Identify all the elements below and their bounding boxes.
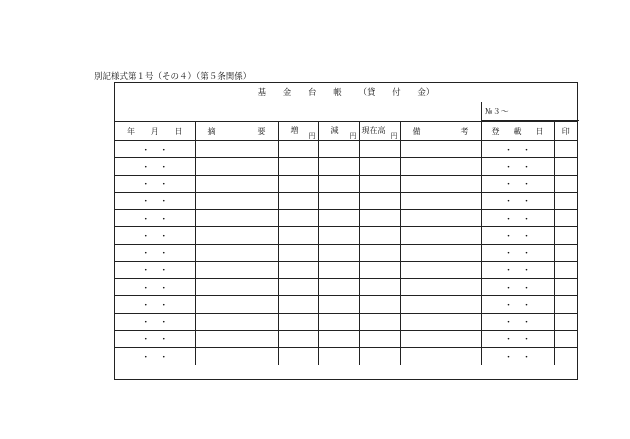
remarks-cell[interactable] xyxy=(400,313,481,330)
summary-cell[interactable] xyxy=(195,175,278,192)
seal-cell[interactable] xyxy=(554,141,577,158)
decrease-cell[interactable] xyxy=(318,192,359,209)
header-summary-2: 要 xyxy=(257,126,266,136)
remarks-cell[interactable] xyxy=(400,210,481,227)
title-char: （貸 xyxy=(358,88,376,98)
header-decrease-label: 減 xyxy=(330,126,339,135)
date-cell[interactable]: ・ ・ xyxy=(115,227,195,244)
decrease-cell[interactable] xyxy=(318,313,359,330)
summary-cell[interactable] xyxy=(195,141,278,158)
increase-cell[interactable] xyxy=(278,296,318,313)
increase-cell[interactable] xyxy=(278,210,318,227)
header-decrease xyxy=(318,122,359,141)
table-row xyxy=(115,296,577,313)
register-date-cell[interactable]: ・ ・ xyxy=(481,279,554,296)
register-date-cell[interactable]: ・ ・ xyxy=(481,175,554,192)
increase-cell[interactable] xyxy=(278,261,318,278)
seal-cell[interactable] xyxy=(554,227,577,244)
summary-cell[interactable] xyxy=(195,279,278,296)
summary-cell[interactable] xyxy=(195,330,278,347)
decrease-cell[interactable] xyxy=(318,330,359,347)
date-cell[interactable]: ・ ・ xyxy=(115,158,195,175)
increase-cell[interactable] xyxy=(278,244,318,261)
increase-cell[interactable] xyxy=(278,192,318,209)
balance-cell[interactable] xyxy=(359,210,400,227)
increase-cell[interactable] xyxy=(278,227,318,244)
date-cell[interactable]: ・ ・ xyxy=(115,313,195,330)
balance-cell[interactable] xyxy=(359,192,400,209)
table-row xyxy=(115,158,577,175)
register-date-cell[interactable]: ・ ・ xyxy=(481,348,554,365)
seal-cell[interactable] xyxy=(554,330,577,347)
increase-cell[interactable] xyxy=(278,330,318,347)
date-cell[interactable]: ・ ・ xyxy=(115,279,195,296)
header-row xyxy=(115,122,577,141)
balance-cell[interactable] xyxy=(359,158,400,175)
remarks-cell[interactable] xyxy=(400,279,481,296)
increase-cell[interactable] xyxy=(278,348,318,365)
header-date xyxy=(115,122,195,141)
summary-cell[interactable] xyxy=(195,313,278,330)
balance-cell[interactable] xyxy=(359,175,400,192)
number-label: №３～ xyxy=(485,107,509,116)
remarks-cell[interactable] xyxy=(400,244,481,261)
seal-cell[interactable] xyxy=(554,279,577,296)
table-row xyxy=(115,313,577,330)
summary-cell[interactable] xyxy=(195,348,278,365)
increase-cell[interactable] xyxy=(278,313,318,330)
header-year: 年 xyxy=(127,126,135,136)
increase-cell[interactable] xyxy=(278,279,318,296)
register-date-cell[interactable]: ・ ・ xyxy=(481,210,554,227)
date-cell[interactable]: ・ ・ xyxy=(115,192,195,209)
register-date-cell[interactable]: ・ ・ xyxy=(481,192,554,209)
summary-cell[interactable] xyxy=(195,210,278,227)
title-char: 付 xyxy=(392,88,401,98)
register-date-cell[interactable]: ・ ・ xyxy=(481,313,554,330)
remarks-cell[interactable] xyxy=(400,330,481,347)
register-date-cell[interactable]: ・ ・ xyxy=(481,141,554,158)
summary-cell[interactable] xyxy=(195,296,278,313)
seal-cell[interactable] xyxy=(554,261,577,278)
decrease-cell[interactable] xyxy=(318,158,359,175)
fund-ledger-form xyxy=(114,82,578,380)
seal-cell[interactable] xyxy=(554,296,577,313)
ledger-table xyxy=(115,121,577,365)
summary-cell[interactable] xyxy=(195,158,278,175)
header-balance-label: 現在高 xyxy=(361,126,386,135)
summary-cell[interactable] xyxy=(195,192,278,209)
form-caption: 別記様式第１号（その４）（第５条関係） xyxy=(94,72,252,82)
number-box xyxy=(481,102,579,121)
register-date-cell[interactable]: ・ ・ xyxy=(481,330,554,347)
header-summary-1: 摘 xyxy=(207,126,216,136)
summary-cell[interactable] xyxy=(195,261,278,278)
decrease-cell[interactable] xyxy=(318,348,359,365)
balance-cell[interactable] xyxy=(359,296,400,313)
seal-cell[interactable] xyxy=(554,192,577,209)
decrease-cell[interactable] xyxy=(318,261,359,278)
date-cell[interactable]: ・ ・ xyxy=(115,348,195,365)
summary-cell[interactable] xyxy=(195,244,278,261)
remarks-cell[interactable] xyxy=(400,192,481,209)
balance-cell[interactable] xyxy=(359,227,400,244)
register-date-cell[interactable]: ・ ・ xyxy=(481,261,554,278)
header-seal: 印 xyxy=(554,122,577,141)
balance-cell[interactable] xyxy=(359,348,400,365)
remarks-cell[interactable] xyxy=(400,141,481,158)
header-register-date xyxy=(481,122,554,141)
header-remarks-2: 考 xyxy=(460,126,469,136)
header-day: 日 xyxy=(174,126,183,136)
table-row xyxy=(115,141,577,158)
unit-yen: 円 xyxy=(390,132,398,140)
decrease-cell[interactable] xyxy=(318,227,359,244)
seal-cell[interactable] xyxy=(554,158,577,175)
header-increase-label: 増 xyxy=(290,126,299,135)
balance-cell[interactable] xyxy=(359,244,400,261)
increase-cell[interactable] xyxy=(278,158,318,175)
date-cell[interactable]: ・ ・ xyxy=(115,141,195,158)
table-row xyxy=(115,330,577,347)
header-remarks xyxy=(400,122,481,141)
header-summary xyxy=(195,122,278,141)
title-char: 金） xyxy=(417,88,435,98)
balance-cell[interactable] xyxy=(359,279,400,296)
unit-yen: 円 xyxy=(308,132,316,140)
header-register-1: 登 xyxy=(491,126,500,136)
date-cell[interactable]: ・ ・ xyxy=(115,244,195,261)
title-char: 金 xyxy=(282,88,292,98)
seal-cell[interactable] xyxy=(554,210,577,227)
date-cell[interactable]: ・ ・ xyxy=(115,175,195,192)
balance-cell[interactable] xyxy=(359,313,400,330)
date-cell[interactable]: ・ ・ xyxy=(115,210,195,227)
register-date-cell[interactable]: ・ ・ xyxy=(481,244,554,261)
table-row xyxy=(115,210,577,227)
decrease-cell[interactable] xyxy=(318,141,359,158)
seal-cell[interactable] xyxy=(554,348,577,365)
remarks-cell[interactable] xyxy=(400,261,481,278)
table-row xyxy=(115,279,577,296)
increase-cell[interactable] xyxy=(278,175,318,192)
date-cell[interactable]: ・ ・ xyxy=(115,261,195,278)
increase-cell[interactable] xyxy=(278,141,318,158)
seal-cell[interactable] xyxy=(554,313,577,330)
seal-cell[interactable] xyxy=(554,244,577,261)
balance-cell[interactable] xyxy=(359,330,400,347)
balance-cell[interactable] xyxy=(359,261,400,278)
date-cell[interactable]: ・ ・ xyxy=(115,330,195,347)
register-date-cell[interactable]: ・ ・ xyxy=(481,296,554,313)
seal-cell[interactable] xyxy=(554,175,577,192)
decrease-cell[interactable] xyxy=(318,244,359,261)
remarks-cell[interactable] xyxy=(400,296,481,313)
unit-yen: 円 xyxy=(349,132,357,140)
decrease-cell[interactable] xyxy=(318,296,359,313)
title-char: 基 xyxy=(257,88,267,98)
register-date-cell[interactable]: ・ ・ xyxy=(481,158,554,175)
title-char: 帳 xyxy=(333,88,342,98)
remarks-cell[interactable] xyxy=(400,158,481,175)
header-month: 月 xyxy=(150,126,159,136)
decrease-cell[interactable] xyxy=(318,210,359,227)
table-row xyxy=(115,227,577,244)
decrease-cell[interactable] xyxy=(318,279,359,296)
balance-cell[interactable] xyxy=(359,141,400,158)
register-date-cell[interactable]: ・ ・ xyxy=(481,227,554,244)
table-row xyxy=(115,244,577,261)
header-increase xyxy=(278,122,318,141)
table-row xyxy=(115,175,577,192)
table-row xyxy=(115,261,577,278)
remarks-cell[interactable] xyxy=(400,175,481,192)
decrease-cell[interactable] xyxy=(318,175,359,192)
date-cell[interactable]: ・ ・ xyxy=(115,296,195,313)
remarks-cell[interactable] xyxy=(400,227,481,244)
header-remarks-1: 備 xyxy=(412,126,421,136)
title-char: 台 xyxy=(308,88,317,98)
summary-cell[interactable] xyxy=(195,227,278,244)
header-register-3: 日 xyxy=(535,126,544,136)
remarks-cell[interactable] xyxy=(400,348,481,365)
table-row xyxy=(115,192,577,209)
header-balance xyxy=(359,122,400,141)
ledger-title xyxy=(115,83,577,103)
table-row xyxy=(115,348,577,365)
header-register-2: 載 xyxy=(513,126,522,136)
